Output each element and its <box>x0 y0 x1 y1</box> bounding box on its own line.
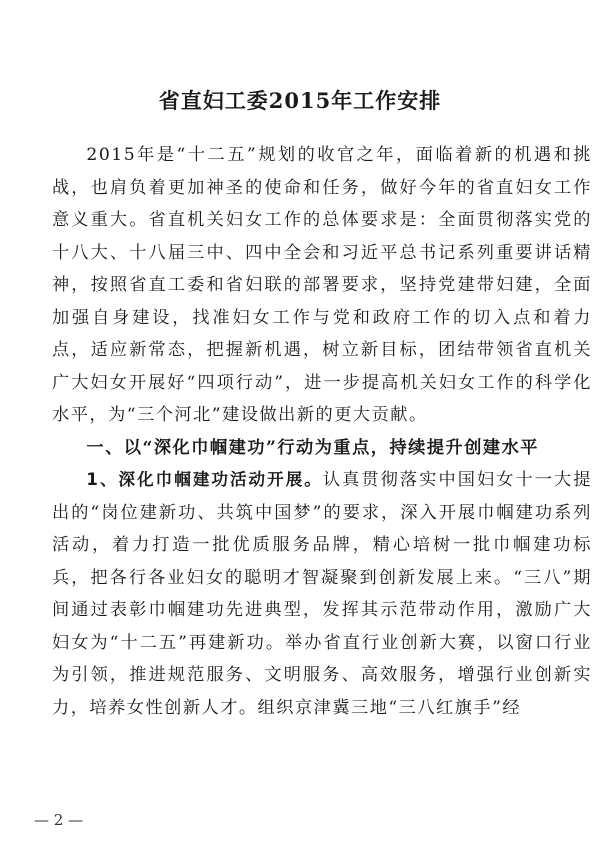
section-1-heading: 一、以“深化巾帼建功”行动为重点，持续提升创建水平 <box>86 437 539 458</box>
document-title: 省直妇工委2015年工作安排 <box>158 88 442 113</box>
page-number: — 2 — <box>34 811 84 829</box>
item-1-paragraph <box>52 464 592 724</box>
document-body <box>52 139 592 724</box>
item-1-text: 认真贯彻落实中国妇女十一大提出的“岗位建新功、共筑中国梦”的要求，深入开展巾帼建功系列活动，着力打造一批优质服务品牌，精心培树一批巾帼建功标兵，把各行各业妇女的聪明才智凝聚到创新发展上来。“三八”期间通过表彰巾帼建功先进典型，发挥其示范带动作用，激励广大妇女为“十二五”再建新功。举办省直行业创新大赛，以窗口行业为引领，推进规范服务、文明服务、高效服务，增强行业创新实力，培养女性创新人才。组织京津冀三地“三八红旗手”经 <box>52 470 592 718</box>
intro-paragraph: 2015年是“十二五”规划的收官之年，面临着新的机遇和挑战，也肩负着更加神圣的使命和任务，做好今年的省直妇女工作意义重大。省直机关妇女工作的总体要求是：全面贯彻落实党的十八大、十八届三中、四中全会和习近平总书记系列重要讲话精神，按照省直工委和省妇联的部署要求，坚持党建带妇建，全面加强自身建设，找准妇女工作与党和政府工作的切入点和着力点，适应新常态，把握新机遇，树立新目标，团结带领省直机关广大妇女开展好“四项行动”，进一步提高机关妇女工作的科学化水平，为“三个河北”建设做出新的更大贡献。 <box>52 145 592 425</box>
item-1-heading: 1、深化巾帼建功活动开展。 <box>86 470 323 489</box>
